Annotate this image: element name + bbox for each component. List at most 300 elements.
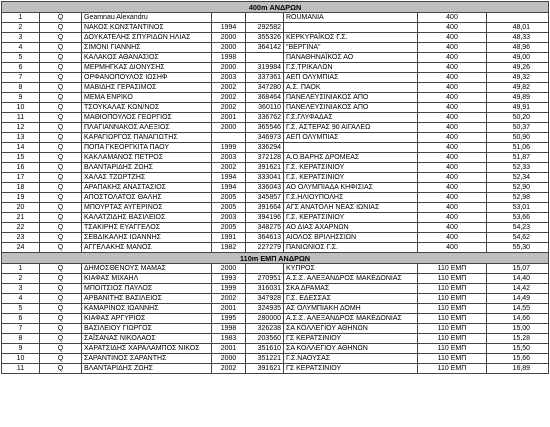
registration-number: 336762 [246, 113, 284, 123]
birth-year: 2002 [212, 163, 246, 173]
club-name: ΚΥΠΡΟΣ [284, 264, 418, 274]
qualification-mark: Q [40, 83, 82, 93]
performance-time: 14,40 [487, 274, 549, 284]
event-name: 400 [418, 53, 487, 63]
row-number: 12 [2, 123, 40, 133]
row-number: 3 [2, 284, 40, 294]
event-name: 110 ΕΜΠ [418, 314, 487, 324]
birth-year: 2003 [212, 73, 246, 83]
row-number: 5 [2, 304, 40, 314]
performance-time: 14,66 [487, 314, 549, 324]
table-row [2, 73, 549, 83]
registration-number: 391664 [246, 203, 284, 213]
registration-number: 336294 [246, 143, 284, 153]
row-number: 13 [2, 133, 40, 143]
club-name: ΠΑΝΑΘΗΝΑΪΚΟΣ ΑΟ [284, 53, 418, 63]
athlete-name: ΧΑΛΑΣ ΤΖΩΡΤΖΗΣ [82, 173, 212, 183]
event-name: 400 [418, 173, 487, 183]
qualification-mark: Q [40, 203, 82, 213]
club-name: ΣΚΑ ΔΡΑΜΑΣ [284, 284, 418, 294]
qualification-mark: Q [40, 223, 82, 233]
club-name: Α.Ο.ΒΑΡΗΣ ΔΡΟΜΕΑΣ [284, 153, 418, 163]
table-row [2, 113, 549, 123]
athlete-name: ΣΑΪΣΑΝΑΣ ΝΙΚΟΛΑΟΣ [82, 334, 212, 344]
qualification-mark: Q [40, 193, 82, 203]
performance-time: 53,01 [487, 203, 549, 213]
table-row [2, 23, 549, 33]
event-name: 400 [418, 73, 487, 83]
club-name: Α.Σ.Σ. ΑΛΕΞΑΝΔΡΟΣ ΜΑΚΕΔΟΝΙΑΣ [284, 314, 418, 324]
club-name: Γ.Σ. ΚΕΡΑΤΣΙΝΙΟΥ [284, 173, 418, 183]
performance-time: 49,32 [487, 73, 549, 83]
athlete-name: ΝΑΚΟΣ ΚΩΝΣΤΑΝΤΙΝΟΣ [82, 23, 212, 33]
event-name: 110 ΕΜΠ [418, 274, 487, 284]
athlete-name: ΚΙΑΦΑΣ ΑΡΓΥΡΙΟΣ [82, 314, 212, 324]
qualification-mark: Q [40, 354, 82, 364]
athlete-name: ΑΠΟΣΤΟΛΑΤΟΣ ΘΑΛΗΣ [82, 193, 212, 203]
birth-year: 1994 [212, 183, 246, 193]
table-row [2, 83, 549, 93]
row-number: 17 [2, 173, 40, 183]
athlete-name: ΜΕΡΜΗΓΚΑΣ ΔΙΟΝΥΣΗΣ [82, 63, 212, 73]
table-row [2, 344, 549, 354]
birth-year: 2000 [212, 33, 246, 43]
club-name: ΠΑΝΕΛΕΥΣΙΝΙΑΚΟΣ ΑΠΟ [284, 103, 418, 113]
performance-time: 15,66 [487, 354, 549, 364]
table-row [2, 334, 549, 344]
birth-year: 2003 [212, 213, 246, 223]
athlete-name: ΚΑΛΑΚΟΣ ΑΘΑΝΑΣΙΟΣ [82, 53, 212, 63]
athlete-name: ΚΑΡΑΓΙΩΡΓΟΣ ΠΑΝΑΓΙΩΤΗΣ [82, 133, 212, 143]
row-number: 2 [2, 23, 40, 33]
athlete-name: ΑΓΓΕΛΑΚΗΣ ΜΑΝΟΣ [82, 243, 212, 253]
athlete-name: ΣΕΒΔΙΚΑΛΗΣ ΙΩΑΝΝΗΣ [82, 233, 212, 243]
event-name: 400 [418, 163, 487, 173]
registration-number: 364613 [246, 233, 284, 243]
section-title: 400m ΑΝΔΡΩΝ [2, 2, 549, 13]
table-row [2, 264, 549, 274]
performance-time: 48,33 [487, 33, 549, 43]
row-number: 10 [2, 103, 40, 113]
table-row [2, 223, 549, 233]
athlete-name: ΚΙΑΦΑΣ ΜΙΧΑΗΛ [82, 274, 212, 284]
registration-number [246, 13, 284, 23]
birth-year: 1998 [212, 324, 246, 334]
performance-time: 51,87 [487, 153, 549, 163]
athlete-name: ΣΑΡΑΝΤΙΝΟΣ ΣΑΡΑΝΤΗΣ [82, 354, 212, 364]
qualification-mark: Q [40, 334, 82, 344]
birth-year: 1982 [212, 243, 246, 253]
registration-number: 351610 [246, 344, 284, 354]
row-number: 1 [2, 264, 40, 274]
qualification-mark: Q [40, 53, 82, 63]
performance-time: 52,34 [487, 173, 549, 183]
registration-number: 319984 [246, 63, 284, 73]
club-name: Γ.Σ. ΚΕΡΑΤΣΙΝΙΟΥ [284, 213, 418, 223]
athlete-name: ΒΑΣΙΛΕΙΟΥ ΓΙΩΡΓΟΣ [82, 324, 212, 334]
club-name: Γ.Σ.ΓΛΥΦΑΔΑΣ [284, 113, 418, 123]
birth-year: 2005 [212, 193, 246, 203]
registration-number: 336043 [246, 183, 284, 193]
club-name [284, 23, 418, 33]
event-name: 110 ΕΜΠ [418, 364, 487, 374]
athlete-name: ΟΡΦΑΝΟΠΟΥΛΟΣ ΙΩΣΗΦ [82, 73, 212, 83]
club-name: ΣΑ ΚΟΛΛΕΓΙΟΥ ΑΘΗΝΩΝ [284, 324, 418, 334]
table-row [2, 143, 549, 153]
event-name: 110 ΕΜΠ [418, 354, 487, 364]
event-name: 400 [418, 13, 487, 23]
registration-number: 346973 [246, 133, 284, 143]
qualification-mark: Q [40, 304, 82, 314]
birth-year: 1994 [212, 173, 246, 183]
club-name: ΑΕΠ ΟΛΥΜΠΙΑΣ [284, 133, 418, 143]
event-name: 400 [418, 83, 487, 93]
table-row [2, 43, 549, 53]
qualification-mark: Q [40, 103, 82, 113]
qualification-mark: Q [40, 43, 82, 53]
qualification-mark: Q [40, 233, 82, 243]
event-name: 400 [418, 223, 487, 233]
row-number: 9 [2, 344, 40, 354]
event-name: 400 [418, 23, 487, 33]
club-name: ΑΟ ΔΙΑΣ ΑΧΑΡΝΩΝ [284, 223, 418, 233]
qualification-mark: Q [40, 284, 82, 294]
birth-year: 2001 [212, 304, 246, 314]
birth-year: 2002 [212, 364, 246, 374]
row-number: 3 [2, 33, 40, 43]
table-row [2, 123, 549, 133]
qualification-mark: Q [40, 173, 82, 183]
club-name: ΑΙΟΛΟΣ ΒΡΙΛΗΣΣΙΩΝ [284, 233, 418, 243]
event-name: 110 ΕΜΠ [418, 294, 487, 304]
athlete-name: ΚΑΛΑΤΖΙΔΗΣ ΒΑΣΙΛΕΙΟΣ [82, 213, 212, 223]
registration-number: 355326 [246, 33, 284, 43]
club-name: Γ.Σ.ΝΑΟΥΣΑΣ [284, 354, 418, 364]
club-name: ΚΕΡΚΥΡΑΪΚΟΣ Γ.Σ. [284, 33, 418, 43]
athlete-name: ΤΣΑΚΙΡΗΣ ΕΥΑΓΓΕΛΟΣ [82, 223, 212, 233]
qualification-mark: Q [40, 13, 82, 23]
registration-number: 333041 [246, 173, 284, 183]
registration-number: 391621 [246, 163, 284, 173]
registration-number [246, 264, 284, 274]
performance-time: 48,01 [487, 23, 549, 33]
event-name: 400 [418, 113, 487, 123]
athlete-name: ΜΕΜΑ ΕΝΡΙΚΟ [82, 93, 212, 103]
club-name: ΑΣ ΟΛΥΜΠΙΑΚΗ ΔΟΜΗ [284, 304, 418, 314]
event-name: 400 [418, 123, 487, 133]
performance-time: 50,37 [487, 123, 549, 133]
table-row [2, 153, 549, 163]
athlete-name: ΔΗΜΟΣΘΕΝΟΥΣ ΜΑΜΑΣ [82, 264, 212, 274]
club-name [284, 143, 418, 153]
row-number: 5 [2, 53, 40, 63]
qualification-mark: Q [40, 213, 82, 223]
event-name: 110 ΕΜΠ [418, 334, 487, 344]
athlete-name: ΜΑΘΙΟΠΟΥΛΟΣ ΓΕΩΡΓΙΟΣ [82, 113, 212, 123]
registration-number: 292582 [246, 23, 284, 33]
registration-number: 316031 [246, 284, 284, 294]
qualification-mark: Q [40, 163, 82, 173]
event-name: 400 [418, 133, 487, 143]
event-name: 400 [418, 143, 487, 153]
club-name: ΠΑΝΕΛΕΥΣΙΝΙΑΚΟΣ ΑΠΟ [284, 93, 418, 103]
table-row [2, 364, 549, 374]
table-row [2, 63, 549, 73]
qualification-mark: Q [40, 63, 82, 73]
birth-year [212, 13, 246, 23]
club-name: "ΒΕΡΓΙΝΑ" [284, 43, 418, 53]
table-row [2, 173, 549, 183]
birth-year: 2002 [212, 93, 246, 103]
registration-number: 324935 [246, 304, 284, 314]
qualification-mark: Q [40, 73, 82, 83]
row-number: 7 [2, 324, 40, 334]
table-row [2, 243, 549, 253]
qualification-mark: Q [40, 364, 82, 374]
athlete-name: ΔΟΥΚΑΤΕΛΗΣ ΣΠΥΡΙΔΩΝ ΗΛΙΑΣ [82, 33, 212, 43]
registration-number: 280000 [246, 314, 284, 324]
event-name: 400 [418, 213, 487, 223]
birth-year: 1998 [212, 53, 246, 63]
registration-number: 203560 [246, 334, 284, 344]
club-name: Γ.Σ.ΤΡΙΚΑΛΩΝ [284, 63, 418, 73]
row-number: 4 [2, 294, 40, 304]
birth-year: 2003 [212, 153, 246, 163]
event-name: 110 ΕΜΠ [418, 344, 487, 354]
event-name: 400 [418, 243, 487, 253]
birth-year: 2000 [212, 123, 246, 133]
performance-time: 14,42 [487, 284, 549, 294]
birth-year: 1993 [212, 274, 246, 284]
registration-number [246, 53, 284, 63]
qualification-mark: Q [40, 23, 82, 33]
registration-number: 365546 [246, 123, 284, 133]
qualification-mark: Q [40, 133, 82, 143]
qualification-mark: Q [40, 314, 82, 324]
performance-time: 52,98 [487, 193, 549, 203]
row-number: 20 [2, 203, 40, 213]
birth-year: 2000 [212, 43, 246, 53]
qualification-mark: Q [40, 294, 82, 304]
athlete-name: ΚΑΜΑΡΙΝΟΣ ΙΩΑΝΝΗΣ [82, 304, 212, 314]
performance-time: 49,91 [487, 103, 549, 113]
table-row [2, 193, 549, 203]
qualification-mark: Q [40, 274, 82, 284]
club-name: ΑΓΣ ΑΝΑΤΟΛΗ ΝΕΑΣ ΙΩΝΙΑΣ [284, 203, 418, 213]
row-number: 11 [2, 364, 40, 374]
athlete-name: ΒΛΑΝΤΑΡΙΔΗΣ ΖΩΗΣ [82, 364, 212, 374]
event-name: 400 [418, 63, 487, 73]
birth-year: 1995 [212, 314, 246, 324]
row-number: 4 [2, 43, 40, 53]
qualification-mark: Q [40, 113, 82, 123]
qualification-mark: Q [40, 344, 82, 354]
athlete-name: ΜΑΒΙΔΗΣ ΓΕΡΑΣΙΜΟΣ [82, 83, 212, 93]
row-number: 1 [2, 13, 40, 23]
row-number: 8 [2, 334, 40, 344]
row-number: 22 [2, 223, 40, 233]
athlete-name: ΣΙΜΟΝΙ ΓΙΑΝΝΗΣ [82, 43, 212, 53]
row-number: 6 [2, 63, 40, 73]
row-number: 8 [2, 83, 40, 93]
registration-number: 368464 [246, 93, 284, 103]
qualification-mark: Q [40, 264, 82, 274]
results-table-body [2, 2, 549, 374]
birth-year: 2002 [212, 103, 246, 113]
table-row [2, 183, 549, 193]
performance-time: 49,26 [487, 63, 549, 73]
athlete-name: ΑΡΒΑΝΙΤΗΣ ΒΑΣΙΛΕΙΟΣ [82, 294, 212, 304]
performance-time: 15,07 [487, 264, 549, 274]
row-number: 24 [2, 243, 40, 253]
event-name: 110 ΕΜΠ [418, 324, 487, 334]
qualification-mark: Q [40, 153, 82, 163]
athlete-name: ΑΡΑΠΑΚΗΣ ΑΝΑΣΤΑΣΙΟΣ [82, 183, 212, 193]
qualification-mark: Q [40, 123, 82, 133]
performance-time: 48,96 [487, 43, 549, 53]
row-number: 23 [2, 233, 40, 243]
birth-year: 2000 [212, 63, 246, 73]
row-number: 10 [2, 354, 40, 364]
event-name: 400 [418, 203, 487, 213]
athlete-name: ΤΣΟΥΚΑΛΑΣ ΚΩΝ/ΝΟΣ [82, 103, 212, 113]
event-name: 400 [418, 43, 487, 53]
registration-number: 345857 [246, 193, 284, 203]
registration-number: 360110 [246, 103, 284, 113]
performance-time [487, 13, 549, 23]
performance-time: 54,23 [487, 223, 549, 233]
athlete-name: ΠΛΑΓΙΑΝΝΑΚΟΣ ΑΛΕΞΙΟΣ [82, 123, 212, 133]
performance-time: 15,28 [487, 334, 549, 344]
table-row [2, 203, 549, 213]
section-header [2, 253, 549, 264]
qualification-mark: Q [40, 324, 82, 334]
performance-time: 49,89 [487, 93, 549, 103]
club-name: ROUMANIA [284, 13, 418, 23]
registration-number: 227279 [246, 243, 284, 253]
athlete-name: ΠΟΠΑ ΓΚΕΟΡΓΚΙΤΑ ΠΑΟΥ [82, 143, 212, 153]
row-number: 14 [2, 143, 40, 153]
table-row [2, 163, 549, 173]
registration-number: 348275 [246, 223, 284, 233]
birth-year [212, 133, 246, 143]
club-name: Γ.Σ. ΑΣΤΕΡΑΣ 90 ΑΙΓΑΛΕΩ [284, 123, 418, 133]
row-number: 9 [2, 93, 40, 103]
qualification-mark: Q [40, 143, 82, 153]
performance-time: 15,00 [487, 324, 549, 334]
table-row [2, 13, 549, 23]
qualification-mark: Q [40, 93, 82, 103]
table-row [2, 53, 549, 63]
club-name: Γ.Σ. ΕΔΕΣΣΑΣ [284, 294, 418, 304]
registration-number: 347928 [246, 294, 284, 304]
row-number: 2 [2, 274, 40, 284]
row-number: 18 [2, 183, 40, 193]
table-row [2, 294, 549, 304]
qualification-mark: Q [40, 243, 82, 253]
event-name: 400 [418, 103, 487, 113]
performance-time: 15,50 [487, 344, 549, 354]
club-name: ΠΑΝΙΩΝΙΟΣ Γ.Σ. [284, 243, 418, 253]
athlete-name: ΧΑΡΑΤΣΙΔΗΣ ΧΑΡΑΛΑΜΠΟΣ ΝΙΚΟΣ [82, 344, 212, 354]
registration-number: 270951 [246, 274, 284, 284]
table-row [2, 93, 549, 103]
performance-time: 52,90 [487, 183, 549, 193]
performance-time: 51,06 [487, 143, 549, 153]
event-name: 110 ΕΜΠ [418, 284, 487, 294]
results-table [1, 1, 549, 374]
birth-year: 2002 [212, 294, 246, 304]
birth-year: 1999 [212, 143, 246, 153]
table-row [2, 324, 549, 334]
table-row [2, 304, 549, 314]
birth-year: 1991 [212, 233, 246, 243]
performance-time: 53,66 [487, 213, 549, 223]
row-number: 16 [2, 163, 40, 173]
athlete-name: ΚΑΚΛΑΜΑΝΟΣ ΠΕΤΡΟΣ [82, 153, 212, 163]
table-row [2, 103, 549, 113]
club-name: ΑΕΠ ΟΛΥΜΠΙΑΣ [284, 73, 418, 83]
performance-time: 50,20 [487, 113, 549, 123]
table-row [2, 284, 549, 294]
row-number: 6 [2, 314, 40, 324]
registration-number: 372128 [246, 153, 284, 163]
birth-year: 2001 [212, 113, 246, 123]
birth-year: 2001 [212, 344, 246, 354]
table-row [2, 233, 549, 243]
club-name: ΓΣ ΚΕΡΑΤΣΙΝΙΟΥ [284, 364, 418, 374]
performance-time: 52,33 [487, 163, 549, 173]
athlete-name: ΜΠΟΙΤΣΙΟΣ ΠΑΥΛΟΣ [82, 284, 212, 294]
table-row [2, 274, 549, 284]
birth-year: 2002 [212, 83, 246, 93]
row-number: 21 [2, 213, 40, 223]
birth-year: 1994 [212, 23, 246, 33]
table-row [2, 133, 549, 143]
qualification-mark: Q [40, 183, 82, 193]
club-name: ΓΣ ΚΕΡΑΤΣΙΝΙΟΥ [284, 334, 418, 344]
birth-year: 2000 [212, 354, 246, 364]
birth-year: 2000 [212, 264, 246, 274]
performance-time: 49,82 [487, 83, 549, 93]
registration-number: 326238 [246, 324, 284, 334]
club-name: Γ.Σ.ΗΛΙΟΥΠΟΛΗΣ [284, 193, 418, 203]
registration-number: 351221 [246, 354, 284, 364]
section-header [2, 2, 549, 13]
club-name: Α.Σ. ΠΑΟΚ [284, 83, 418, 93]
event-name: 110 ΕΜΠ [418, 304, 487, 314]
performance-time: 55,30 [487, 243, 549, 253]
event-name: 400 [418, 193, 487, 203]
event-name: 400 [418, 33, 487, 43]
table-row [2, 354, 549, 364]
club-name: Γ.Σ. ΚΕΡΑΤΣΙΝΙΟΥ [284, 163, 418, 173]
athlete-name: Geamnau Alexandru [82, 13, 212, 23]
performance-time: 14,55 [487, 304, 549, 314]
row-number: 19 [2, 193, 40, 203]
event-name: 400 [418, 183, 487, 193]
performance-time: 54,62 [487, 233, 549, 243]
row-number: 15 [2, 153, 40, 163]
registration-number: 364142 [246, 43, 284, 53]
performance-time: 50,90 [487, 133, 549, 143]
table-row [2, 314, 549, 324]
club-name: ΑΟ ΟΛΥΜΠΙΑΔΑ ΚΗΦΙΣΙΑΣ [284, 183, 418, 193]
registration-number: 347280 [246, 83, 284, 93]
birth-year: 2005 [212, 223, 246, 233]
performance-time: 16,89 [487, 364, 549, 374]
performance-time: 49,00 [487, 53, 549, 63]
